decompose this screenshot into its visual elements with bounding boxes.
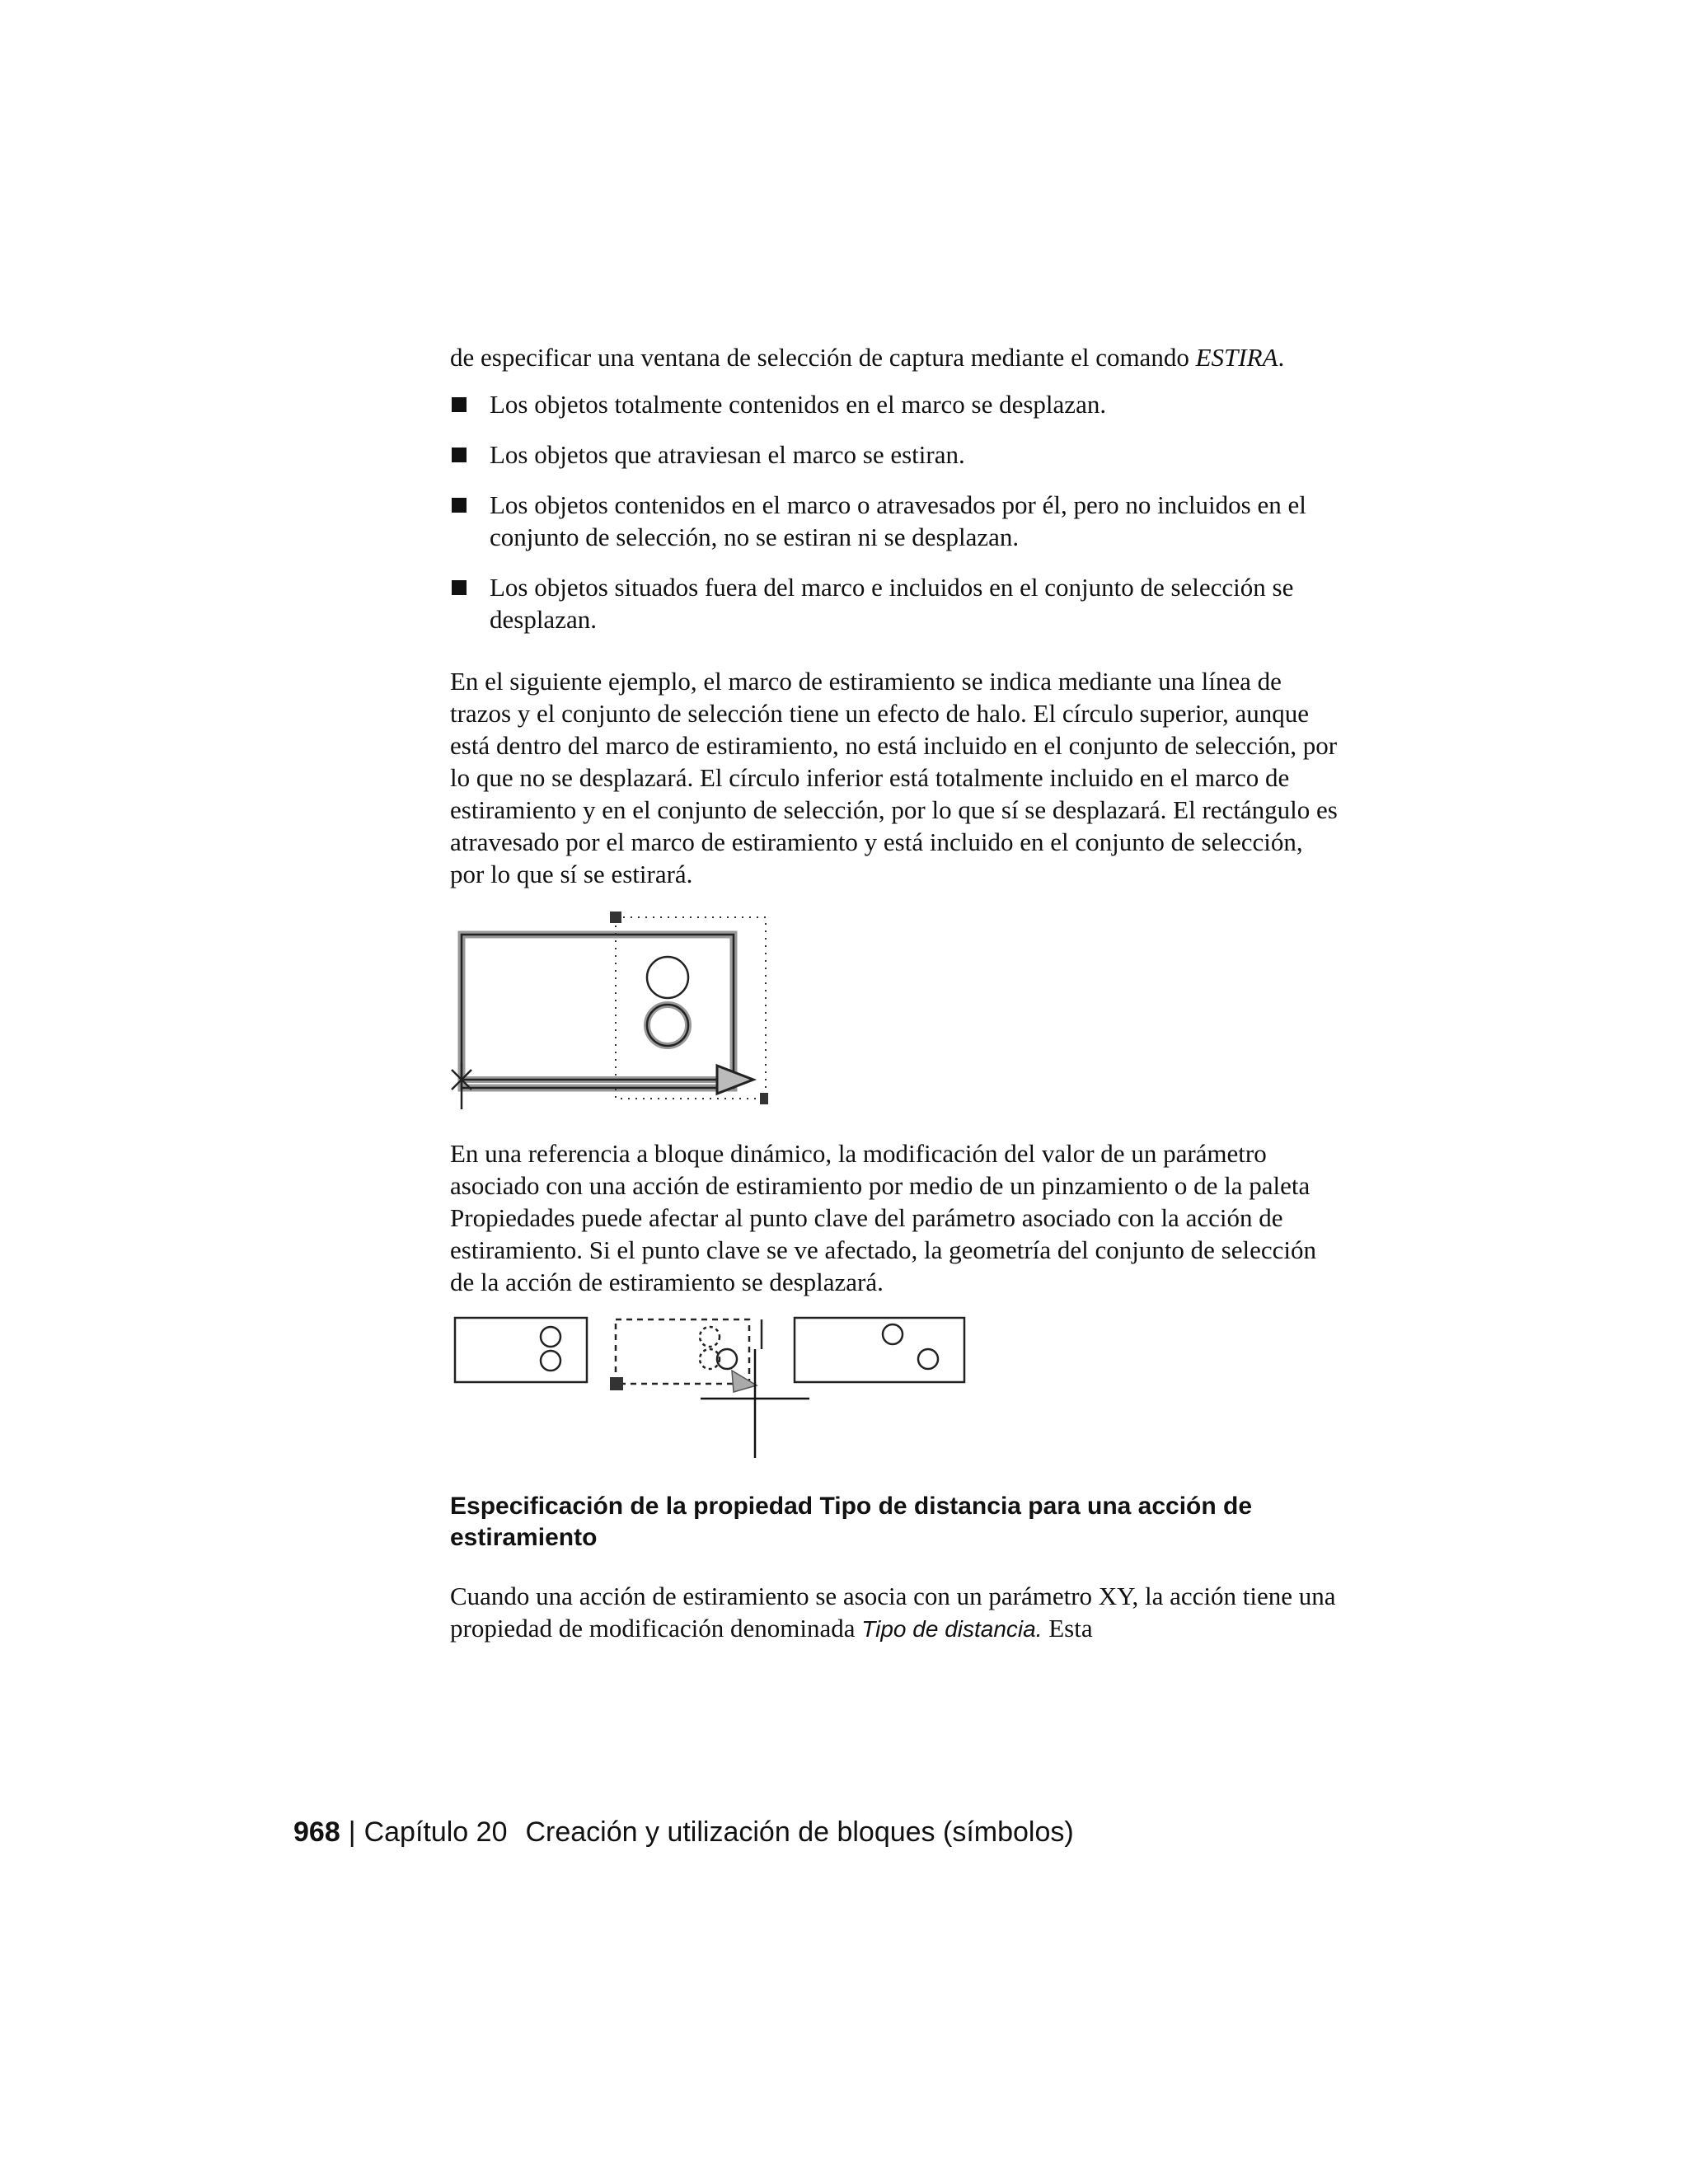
list-item <box>450 438 1340 471</box>
stretched-rectangle <box>462 935 734 1088</box>
stretch-grip <box>610 1377 623 1390</box>
example-paragraph: En el siguiente ejemplo, el marco de estiramiento se indica mediante una línea de trazos y el conjunto de selección tiene un efecto de halo. El círculo superior, aunque está dentro del marco de estiramiento, no está incluido en el conjunto de selección, por lo que no se desplazará. El círculo inferior está totalmente incluido en el marco de estiramiento y en el conjunto de selección, por lo que sí se desplazará. El rectángulo es atravesado por el marco de estiramiento y está incluido en el conjunto de selección, por lo que sí se estirará. <box>450 667 1338 888</box>
intro-end: . <box>1278 343 1285 372</box>
footer-separator: | <box>348 1816 356 1848</box>
property-term: Tipo de distancia. <box>861 1616 1043 1642</box>
page-body <box>450 341 1340 1645</box>
bullet-list <box>450 388 1340 635</box>
section-text: Cuando una acción de estiramiento se asocia con un parámetro XY, la acción tiene una propiedad de modificación denominada <box>450 1582 1336 1643</box>
list-item-text: Los objetos totalmente contenidos en el marco se desplazan. <box>490 390 1107 419</box>
section-heading: Especificación de la propiedad Tipo de distancia para una acción de estiramiento <box>450 1493 1253 1551</box>
dynamic-block-paragraph: En una referencia a bloque dinámico, la modificación del valor de un parámetro asociado con una acción de estiramiento por medio de un pinzamiento o de la paleta Propiedades puede afectar al punto clave del parámetro asociado con la acción de estiramiento. Si el punto clave se ve afectado, la geometría del conjunto de selección de la acción de estiramiento se desplazará. <box>450 1139 1317 1296</box>
command-name: ESTIRA <box>1195 343 1278 372</box>
frame-corner-grip <box>760 1093 768 1104</box>
stretch-frame-figure <box>447 907 768 1113</box>
block-after <box>795 1318 964 1382</box>
stretch-frame <box>616 917 766 1099</box>
intro-text: de especificar una ventana de selección de captura mediante el comando <box>450 343 1196 372</box>
list-item-text: Los objetos contenidos en el marco o atravesados por él, pero no incluidos en el conjunto de selección, no se estiran ni se desplazan. <box>490 490 1306 551</box>
upper-circle <box>647 957 688 998</box>
page-number: 968 <box>293 1816 340 1848</box>
section-text-end: Esta <box>1042 1614 1093 1643</box>
chapter-label: Capítulo 20 <box>363 1816 508 1848</box>
block-before <box>455 1318 587 1382</box>
list-item <box>450 571 1340 635</box>
dashed-stretch-frame <box>616 1319 749 1384</box>
frame-corner-grip <box>610 912 621 923</box>
chapter-title: Creación y utilización de bloques (símbolos) <box>525 1816 1074 1848</box>
list-item <box>450 388 1340 420</box>
square-bullet-icon <box>452 498 467 513</box>
square-bullet-icon <box>452 448 467 462</box>
intro-paragraph <box>450 341 1340 373</box>
stretch-arrow-icon <box>732 1371 757 1392</box>
list-item <box>450 489 1340 553</box>
section-paragraph <box>450 1580 1340 1645</box>
square-bullet-icon <box>452 580 467 595</box>
dynamic-stretch-figure <box>447 1311 991 1460</box>
square-bullet-icon <box>452 397 467 412</box>
list-item-text: Los objetos situados fuera del marco e incluidos en el conjunto de selección se desplazan. <box>490 573 1294 634</box>
list-item-text: Los objetos que atraviesan el marco se estiran. <box>490 440 965 469</box>
page-footer <box>293 1816 1074 1849</box>
